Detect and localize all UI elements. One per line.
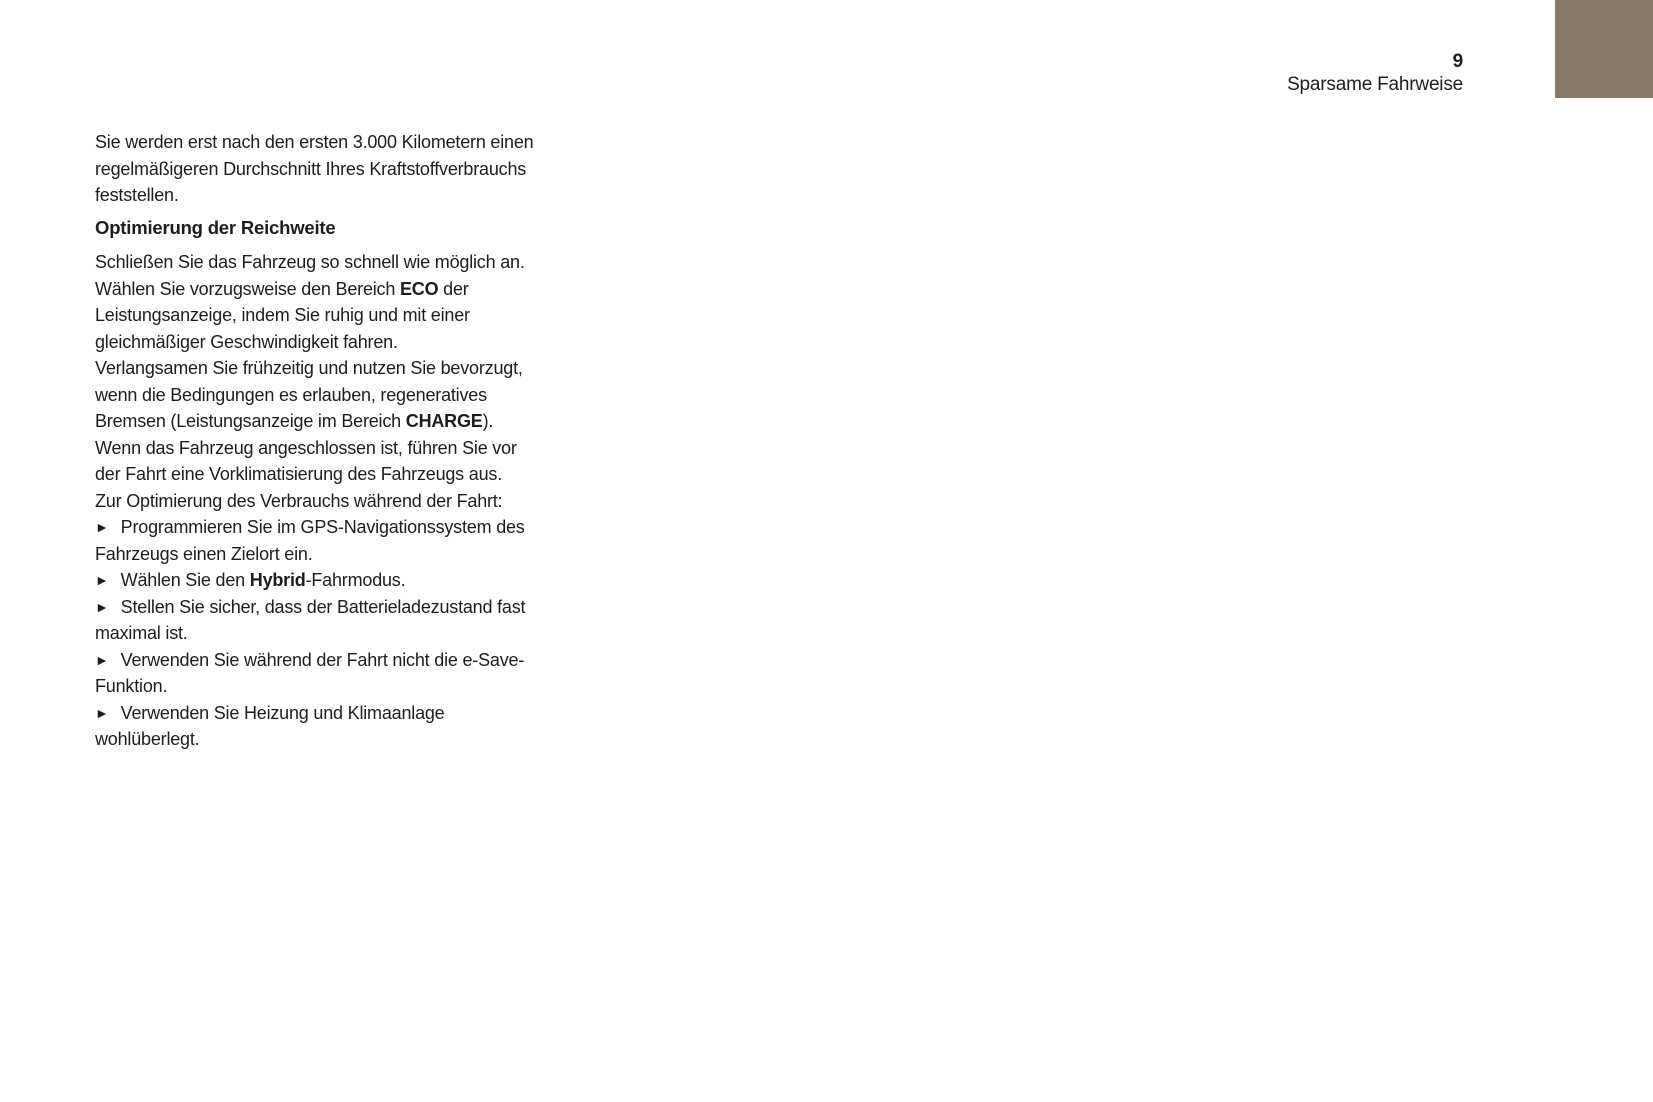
text-run: Verwenden Sie Heizung und Klimaanlage wohlüberlegt. — [95, 702, 445, 749]
text-run: Wählen Sie vorzugsweise den Bereich — [95, 278, 400, 299]
section-subheading — [95, 215, 535, 242]
text-run: Verlangsamen Sie frühzeitig und nutzen Sie bevorzugt, wenn die Bedingungen es erlauben, regeneratives Bremsen (Leistungsanzeige im Bereich — [95, 358, 523, 431]
bullet-item — [95, 647, 535, 700]
text-run: ECO — [399, 278, 439, 299]
text-run: Programmieren Sie im GPS-Navigationssystem des Fahrzeugs einen Zielort ein. — [95, 517, 525, 564]
text-run: ). — [482, 411, 494, 431]
text-run: CHARGE — [405, 411, 483, 431]
bullet-arrow-icon: ► — [95, 519, 109, 535]
text-run: -Fahrmodus. — [305, 570, 406, 590]
bullet-arrow-icon: ► — [95, 598, 109, 615]
paragraph — [95, 276, 535, 356]
text-run: Wählen Sie den — [120, 570, 250, 590]
page-number: 9 — [1452, 51, 1463, 72]
corner-accent-block — [1555, 0, 1653, 98]
paragraph — [95, 249, 535, 276]
bullet-arrow-icon: ► — [95, 651, 109, 668]
page-header — [1287, 51, 1463, 96]
text-run: Stellen Sie sicher, dass der Batterieladezustand fast maximal ist. — [95, 596, 526, 643]
text-run: Verwenden Sie während der Fahrt nicht die e-Save-Funktion. — [95, 649, 525, 696]
paragraph — [95, 129, 535, 209]
text-run: Schließen Sie das Fahrzeug so schnell wie möglich an. — [95, 252, 525, 272]
text-run: Hybrid — [249, 570, 306, 590]
bullet-item — [95, 594, 535, 647]
content-column — [95, 129, 535, 753]
text-run: Wenn das Fahrzeug angeschlossen ist, führen Sie vor der Fahrt eine Vorklimatisierung des Fahrzeugs aus. — [95, 437, 517, 484]
paragraph — [95, 435, 535, 488]
text-run: Optimierung der Reichweite — [95, 216, 336, 238]
text-run: der Leistungsanzeige, indem Sie ruhig und mit einer gleichmäßiger Geschwindigkeit fahren. — [95, 278, 470, 352]
bullet-item — [95, 514, 535, 567]
paragraph — [95, 488, 535, 515]
bullet-arrow-icon: ► — [95, 704, 109, 721]
bullet-arrow-icon: ► — [95, 572, 109, 588]
paragraph — [95, 355, 535, 435]
section-title: Sparsame Fahrweise — [1287, 74, 1463, 95]
text-run: Sie werden erst nach den ersten 3.000 Kilometern einen regelmäßigeren Durchschnitt Ihres Kraftstoffverbrauchs feststellen. — [95, 132, 534, 205]
text-run: Zur Optimierung des Verbrauchs während der Fahrt: — [95, 490, 503, 511]
bullet-item — [95, 700, 535, 753]
bullet-item — [95, 567, 535, 594]
